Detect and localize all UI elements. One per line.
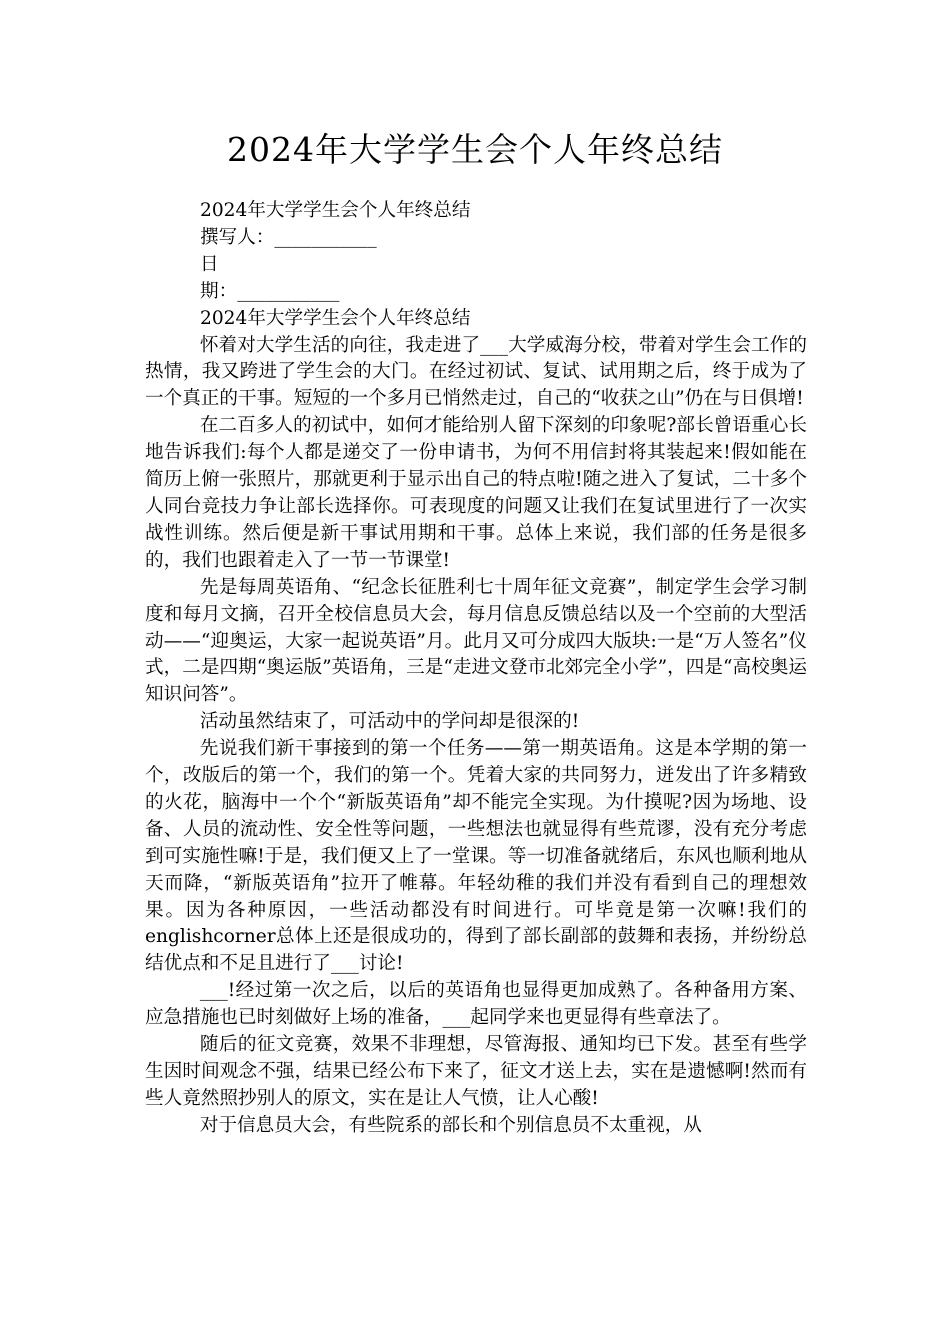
heading-repeat: 2024年大学学生会个人年终总结 — [200, 307, 471, 329]
document-title: 2024年大学学生会个人年终总结 — [227, 130, 723, 169]
paragraph-2: 在二百多人的初试中，如何才能给别人留下深刻的印象呢?部长曾语重心长地告诉我们:每个人都是递交了一份申请书，为何不用信封将其装起来!假如能在简历上俯一张照片，那就更利于显示出自己的特点啦!随之进入了复试，二十多个人同台竞技力争让部长选择你。可表现度的问题又让我们在复试里进行了一次实战性训练。然后便是新干事试用期和干事。总体上来说，我们部的任务是很多的，我们也跟着走入了一节一节课堂! — [145, 415, 807, 571]
paragraph-4: 活动虽然结束了，可活动中的学问却是很深的! — [199, 711, 580, 733]
document-body — [145, 198, 807, 1140]
paragraph-7: 随后的征文竞赛，效果不非理想，尽管海报、通知均已下发。甚至有些学生因时间观念不强，结果已经公布下来了，征文才送上去，实在是遗憾啊!然而有些人竟然照抄别人的原文，实在是让人气愤，让人心酸! — [145, 1034, 807, 1109]
paragraph-8: 对于信息员大会，有些院系的部长和个别信息员不太重视，从 — [199, 1114, 702, 1136]
subtitle-line: 2024年大学学生会个人年终总结 — [200, 200, 471, 221]
date-line-1: 日 — [200, 253, 219, 275]
paragraph-6: ___!经过第一次之后，以后的英语角也显得更加成熟了。各种备用方案、应急措施也已时刻做好上场的准备，___起同学来也更显得有些章法了。 — [145, 980, 807, 1029]
paragraph-3: 先是每周英语角、“纪念长征胜利七十周年征文竞赛”，制定学生会学习制度和每月文摘，召开全校信息员大会，每月信息反馈总结以及一个空前的大型活动——“迎奥运，大家一起说英语”月。此月又可分成四大版块:一是“万人签名”仪式，二是四期“奥运版”英语角，三是“走进文登市北郊完全小学”，四是“高校奥运知识问答”。 — [145, 576, 807, 706]
paragraph-1: 怀着对大学生活的向往，我走进了___大学威海分校，带着对学生会工作的热情，我又跨进了学生会的大门。在经过初试、复试、试用期之后，终于成为了一个真正的干事。短短的一个多月已悄然走过，自己的“收获之山”仍在与日俱增! — [145, 334, 807, 410]
paragraph-5: 先说我们新干事接到的第一个任务——第一期英语角。这是本学期的第一个，改版后的第一个，我们的第一个。凭着大家的共同努力，迸发出了许多精致的火花，脑海中一个个“新版英语角”却不能完全实现。为什摸呢?因为场地、设备、人员的流动性、安全性等问题，一些想法也就显得有些荒谬，没有充分考虑到可实施性嘛!于是，我们便又上了一堂课。等一切准备就绪后，东风也顺利地从天而降，“新版英语角”拉开了帷幕。年轻幼稚的我们并没有看到自己的理想效果。因为各种原因，一些活动都没有时间进行。可毕竟是第一次嘛!我们的englishcorner总体上还是很成功的，得到了部长副部的鼓舞和表扬，并纷纷总结优点和不足且进行了___讨论! — [145, 738, 807, 975]
author-line: 撰写人：___________ — [200, 226, 377, 248]
date-line-2: 期：___________ — [200, 280, 340, 302]
